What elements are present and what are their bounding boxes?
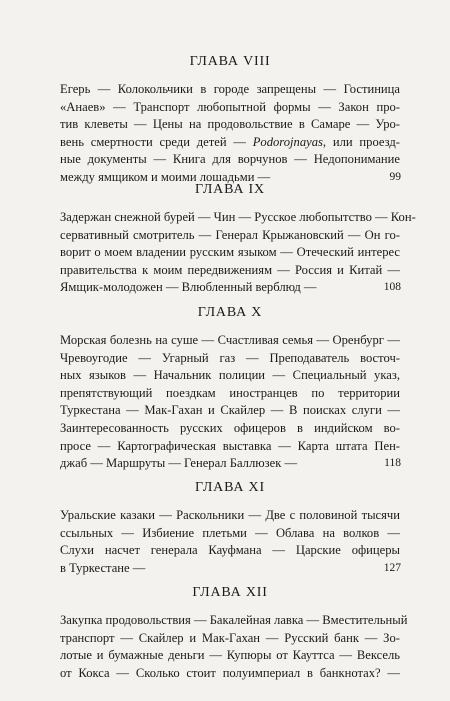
summary-italic-term: Podorojnayas (252, 134, 323, 149)
summary-line: транспорт — Скайлер и Мак-Гахан — Русский банк — Зо- (60, 630, 400, 645)
summary-line: ные документы — Книга для ворчунов — Недопонимание (60, 152, 400, 167)
chapter-9 (60, 181, 416, 297)
chapter-summary (60, 507, 400, 577)
chapter-12 (60, 584, 408, 682)
summary-line: Егерь — Колокольчики в городе запрещены — Гостиница (60, 82, 400, 96)
chapter-heading: ГЛАВА VIII (189, 54, 271, 69)
summary-line: Чревоугодие — Угарный газ — Преподаватель восточ- (60, 350, 400, 365)
summary-line: Закупка продовольствия — Бакалейная лавка — Вместительный (60, 613, 408, 627)
summary-line (60, 134, 400, 152)
summary-line: препятствующий поездкам иностранцев по территории (60, 385, 400, 400)
chapter-heading: ГЛАВА XII (192, 585, 268, 600)
page-number: 127 (383, 561, 401, 574)
chapter-summary (60, 209, 416, 297)
summary-line: Уральские казаки — Раскольники — Две с половиной тысячи (60, 508, 400, 522)
page-number: 108 (383, 281, 401, 294)
summary-line: сервативный смотритель — Генерал Крыжановский — Он го- (60, 227, 400, 242)
chapter-heading: ГЛАВА X (197, 305, 263, 320)
chapter-summary (60, 332, 400, 473)
chapter-heading: ГЛАВА XI (195, 480, 265, 495)
summary-line: ных языков — Начальник полиции — Специальный указ, (60, 368, 400, 383)
summary-line: ворит о моем владении русским языком — Отеческий интерес (60, 245, 400, 260)
summary-text: вень смертности среди детей — (60, 134, 253, 149)
summary-line: ссыльных — Избиение плетьми — Облава на волков — (60, 525, 400, 540)
summary-line: Ямщик-молодожен — Влюбленный верблюд — (60, 280, 317, 295)
chapter-summary (60, 81, 400, 187)
summary-line: в Туркестане — (60, 560, 146, 575)
summary-line: лотые и бумажные деньги — Купюры от Кауттса — Вексель (60, 648, 400, 663)
chapter-summary (60, 612, 408, 682)
summary-line: Морская болезнь на суше — Счастливая семья — Оренбург — (60, 333, 400, 347)
summary-line: Слухи насчет генерала Кауфмана — Царские офицеры (60, 543, 400, 558)
summary-line: джаб — Маршруты — Генерал Баллюзек — (60, 456, 298, 471)
summary-line: просе — Картографическая выставка — Карта штата Пен- (60, 438, 400, 453)
summary-line: между ямщиком и моими лошадьми — (60, 169, 271, 184)
chapter-8 (60, 53, 400, 187)
summary-line: тив клеветы — Цены на продовольствие в Самаре — Уро- (60, 117, 400, 132)
summary-line: правительства к моим передвижениям — Россия и Китай — (60, 262, 400, 277)
chapter-11 (60, 479, 400, 577)
page-number: 118 (384, 457, 401, 470)
summary-line: Задержан снежной бурей — Чин — Русское любопытство — Кон- (60, 210, 416, 224)
chapter-10 (60, 304, 400, 473)
page-number: 99 (389, 170, 401, 183)
summary-line: от Кокса — Сколько стоит полуимпериал в банкнотах? — (60, 665, 400, 680)
summary-line: Туркестана — Мак-Гахан и Скайлер — В поисках слуги — (60, 403, 400, 418)
summary-line: Заинтересованность русских офицеров в индийском во- (60, 420, 400, 435)
chapter-heading: ГЛАВА IX (195, 182, 265, 197)
summary-text: , или проезд- (322, 134, 400, 149)
summary-line: «Анаев» — Транспорт любопытной формы — Закон про- (60, 99, 400, 114)
